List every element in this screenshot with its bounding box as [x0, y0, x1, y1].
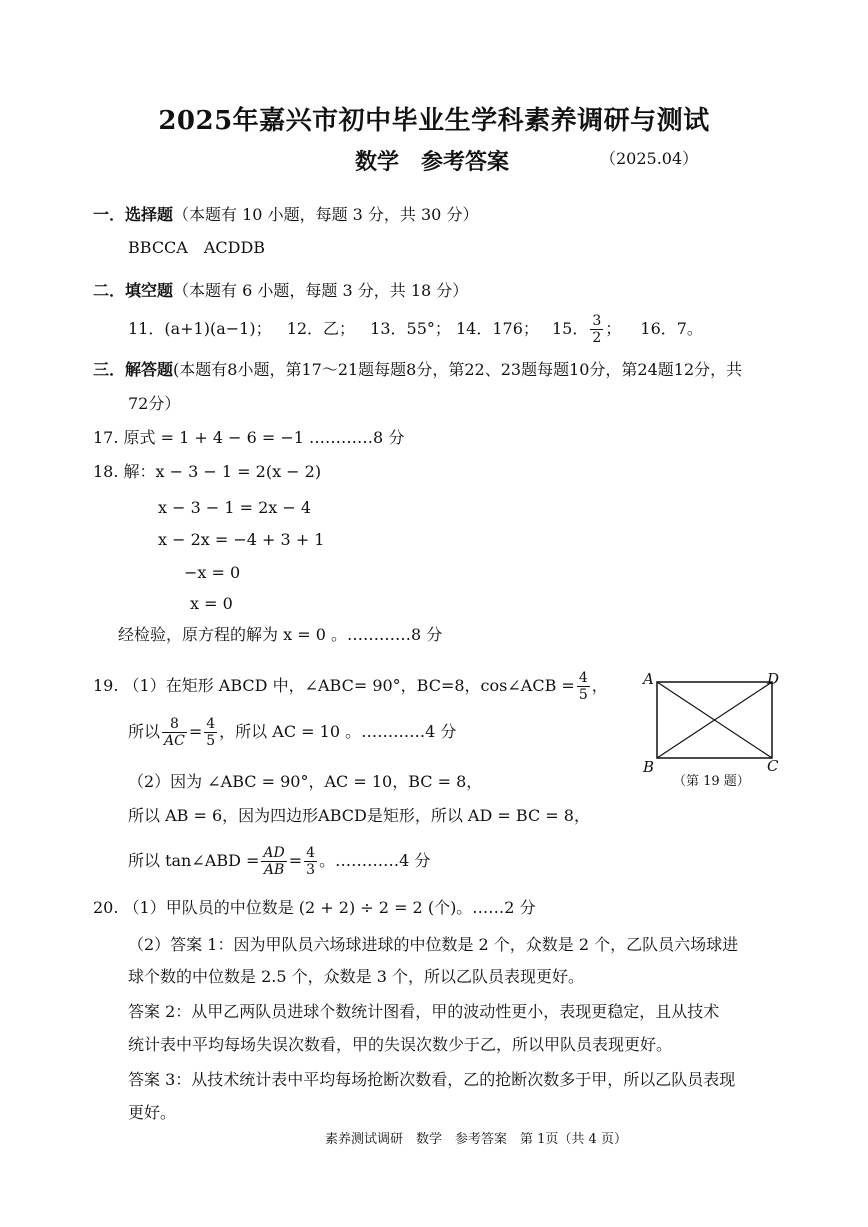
q19-p1-suffix: ，: [591, 676, 608, 695]
answer-12: 12．乙；: [286, 319, 356, 338]
section-1-header: [93, 205, 478, 225]
section-3-desc: (本题有8小题，第17～21题每题8分，第22、23题每题10分，第24题12分，共: [173, 360, 743, 379]
q19-p2-fraction-2: [204, 716, 217, 749]
q19-p5-numerator-2: 4: [306, 845, 316, 861]
answer-15-fraction: [590, 313, 603, 346]
q18-line-6: 经检验，原方程的解为 x = 0 。…………8 分: [118, 625, 443, 644]
answer-15-prefix: 15．: [551, 319, 589, 338]
q19-p2-equals: =: [188, 722, 203, 741]
q19-p5-numerator-1: AD: [263, 845, 285, 861]
answer-13: 13．55°；: [370, 319, 451, 338]
q18-line-4: −x = 0: [184, 563, 241, 582]
q18-line-5: x = 0: [190, 594, 233, 613]
q19-part-1: [93, 670, 608, 703]
q19-p5-suffix: 。…………4 分: [319, 851, 431, 870]
page-subtitle: 数学 参考答案: [355, 149, 510, 175]
section-2-num: 二．: [93, 281, 126, 300]
q17-answer: 17. 原式 = 1 + 4 − 6 = −1 …………8 分: [93, 428, 405, 447]
q20-line-4: 答案 2：从甲乙两队员进球个数统计图看，甲的波动性更小，表现更稳定，且从技术: [128, 1002, 720, 1021]
answer-16: 16．7。: [640, 319, 703, 338]
q19-p1-numerator: 4: [578, 670, 588, 686]
section-3-header: [93, 360, 742, 380]
section-1-answers: BBCCA ACDDB: [128, 238, 266, 257]
section-2-name: 填空题: [125, 281, 174, 300]
q19-p5-equals: =: [288, 851, 303, 870]
q20-line-7: 更好。: [128, 1103, 177, 1122]
page-footer: 素养测试调研 数学 参考答案 第 1页（共 4 页）: [325, 1132, 627, 1147]
q20-line-3: 球个数的中位数是 2.5 个，众数是 3 个，所以乙队员表现更好。: [128, 967, 584, 986]
q19-p2-prefix: 所以: [128, 722, 161, 741]
page-title: 2025年嘉兴市初中毕业生学科素养调研与测试: [158, 106, 710, 136]
q19-p5-fraction-2: [304, 845, 317, 878]
q18-line-3: x − 2x = −4 + 3 + 1: [158, 530, 325, 549]
answer-14: 14．176；: [455, 319, 539, 338]
section-2-desc: （本题有 6 小题，每题 3 分，共 18 分）: [173, 281, 469, 300]
q19-p2-numerator-2: 4: [206, 716, 216, 732]
section-1-desc: （本题有 10 小题，每题 3 分，共 30 分）: [173, 205, 479, 224]
q18-line-2: x − 3 − 1 = 2x − 4: [158, 498, 312, 517]
q18-line-1: 18. 解：x − 3 − 1 = 2(x − 2): [93, 462, 322, 481]
section-1-num: 一．: [93, 205, 126, 224]
answer-11: 11．(a+1)(a−1)；: [128, 319, 272, 338]
q19-p1-text: 19. （1）在矩形 ABCD 中，∠ABC= 90°，BC=8，cos∠ACB =: [93, 676, 575, 695]
vertex-d-label: D: [767, 670, 780, 688]
q19-p5-denominator-2: 3: [306, 862, 316, 878]
q19-part-2-line-2: 所以 AB = 6，因为四边形ABCD是矩形，所以 AD = BC = 8，: [128, 806, 590, 825]
vertex-a-label: A: [643, 670, 654, 688]
q20-line-6: 答案 3：从技术统计表中平均每场抢断次数看，乙的抢断次数多于甲，所以乙队员表现: [128, 1070, 736, 1089]
q19-p5-fraction-1: [261, 845, 286, 878]
section-3-num: 三．: [93, 360, 126, 379]
section-1-name: 选择题: [125, 205, 174, 224]
vertex-b-label: B: [643, 758, 655, 776]
answer-15-denominator: 2: [592, 330, 602, 346]
q19-p2-suffix: ，所以 AC = 10 。…………4 分: [219, 722, 457, 741]
q19-part-2-result: [128, 845, 430, 878]
vertex-c-label: C: [767, 757, 779, 775]
date-label: （2025.04）: [600, 149, 699, 168]
q19-p5-denominator-1: AB: [263, 862, 285, 878]
q19-p2-numerator-1: 8: [162, 716, 187, 733]
q19-p2-denominator-2: 5: [206, 733, 216, 749]
section-2-header: [93, 281, 468, 301]
figure-caption: （第 19 题）: [673, 774, 750, 789]
q19-p5-prefix: 所以 tan∠ABD =: [128, 851, 260, 870]
q19-p2-fraction-1: [162, 716, 187, 749]
q19-part-1-result: [128, 716, 456, 749]
q20-line-1: 20. （1）甲队员的中位数是 (2 + 2) ÷ 2 = 2 (个)。……2 分: [93, 898, 536, 917]
q19-p2-denominator-1: AC: [164, 733, 185, 749]
q19-part-2: （2）因为 ∠ABC = 90°，AC = 10，BC = 8，: [128, 772, 483, 791]
section-3-name: 解答题: [125, 360, 174, 379]
section-3-desc-cont: 72分）: [128, 394, 181, 413]
q19-p1-fraction: [577, 670, 590, 703]
answer-15-suffix: ；: [605, 319, 622, 338]
q20-line-2: （2）答案 1：因为甲队员六场球进球的中位数是 2 个，众数是 2 个，乙队员六场球进: [128, 935, 739, 954]
answer-15-numerator: 3: [592, 313, 602, 329]
section-2-answers: [128, 313, 703, 346]
q19-p1-denominator: 5: [578, 687, 588, 703]
q20-line-5: 统计表中平均每场失误次数看，甲的失误次数少于乙，所以甲队员表现更好。: [128, 1035, 673, 1054]
